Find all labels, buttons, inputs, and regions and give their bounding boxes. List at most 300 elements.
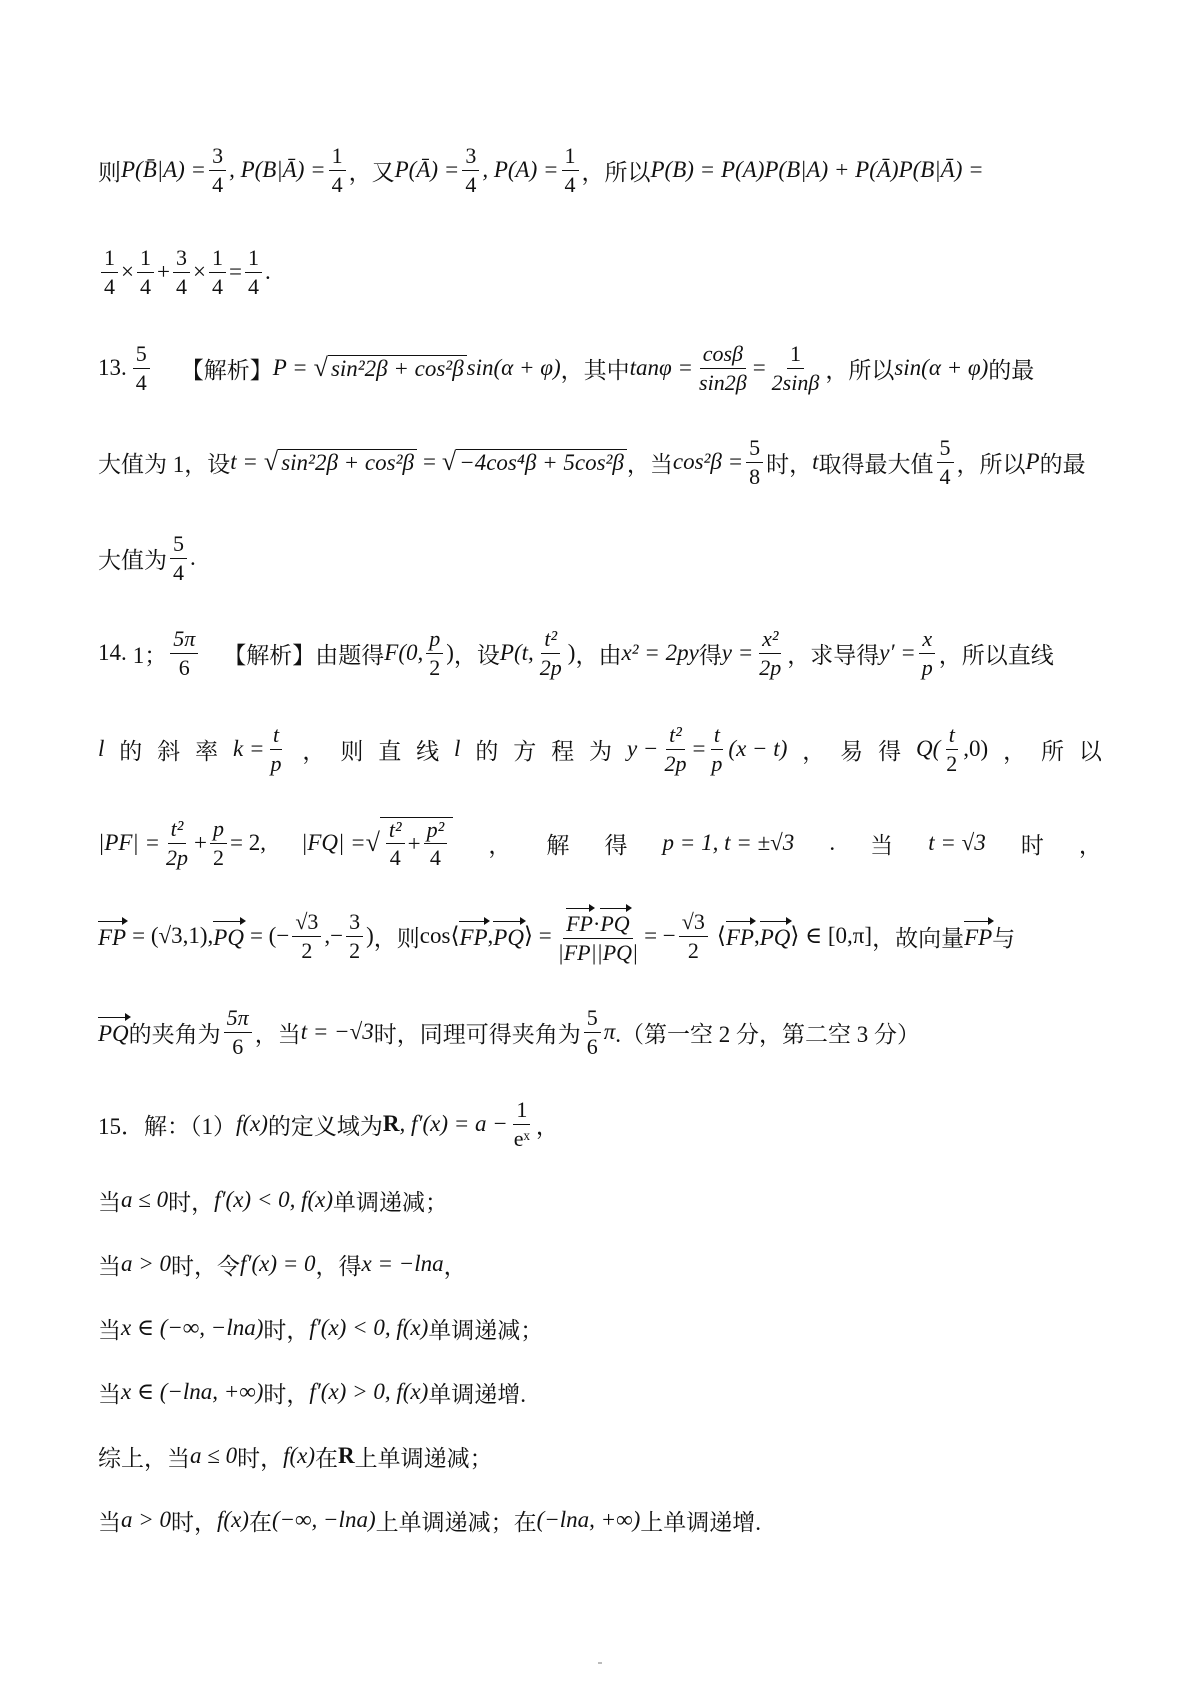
numerator: t² — [541, 627, 560, 653]
denominator: 4 — [465, 171, 477, 197]
sqrt — [442, 447, 627, 477]
denominator: p — [270, 750, 282, 776]
text: 的定义域为 — [267, 1113, 383, 1139]
expr: P(B) = P(A)P(B|A) + P(Ā)P(B|Ā) = — [650, 157, 984, 182]
dot-operator: · — [592, 911, 601, 937]
numerator: p — [210, 817, 227, 843]
radicand: sin²2β + cos²β — [278, 449, 417, 476]
vector: FP — [964, 921, 992, 951]
denominator: 4 — [104, 273, 115, 299]
word: 直 — [378, 738, 402, 764]
fraction — [137, 246, 154, 297]
word: ， — [1003, 738, 1027, 764]
expr: , — [487, 923, 494, 948]
word: 以 — [1078, 738, 1102, 764]
expr: sin(α + φ) — [466, 355, 561, 380]
line-13 — [98, 1244, 1102, 1284]
numerator: 3 — [173, 246, 190, 272]
word: 解 — [546, 832, 570, 858]
word: 的 — [119, 738, 143, 764]
numerator: √3 — [292, 910, 321, 936]
answer-fraction — [170, 627, 198, 678]
fraction — [346, 910, 363, 961]
text: 由题得 — [315, 642, 385, 668]
numerator: 5 — [170, 532, 187, 558]
expr: P(Ā) = — [394, 157, 460, 182]
fraction — [537, 627, 565, 678]
analysis-tag: 【解析】 — [180, 357, 273, 383]
text: 当 — [98, 1253, 121, 1279]
numerator: x — [919, 627, 935, 653]
expr: (−lna, +∞) — [536, 1507, 641, 1532]
operator: × — [121, 259, 134, 284]
expr: tanφ = — [629, 355, 694, 380]
denominator: 4 — [331, 171, 343, 197]
text: 当 — [98, 1381, 121, 1407]
text: 当 — [98, 1189, 121, 1215]
word: . — [829, 830, 836, 855]
text: 时， — [237, 1445, 284, 1471]
text: 取得最大值 — [818, 451, 934, 477]
word: 线 — [416, 738, 440, 764]
expr: a > 0 — [121, 1507, 172, 1532]
vector: PQ — [213, 921, 244, 951]
radicand: −4cos⁴β + 5cos²β — [456, 449, 627, 476]
text: ，求导得 — [787, 642, 880, 668]
numerator: 3 — [346, 910, 363, 936]
expr: f′(x) > 0, f(x) — [309, 1379, 429, 1404]
expr: x² = 2py — [621, 640, 699, 665]
numerator: t² — [168, 817, 187, 843]
fraction — [661, 723, 689, 774]
denominator: 4 — [429, 845, 441, 870]
fraction — [292, 910, 321, 961]
radical-sign: √ — [313, 353, 328, 382]
text: 上单调递减；在 — [375, 1509, 537, 1535]
expr: , P(A) = — [482, 157, 559, 182]
text: 则 — [98, 159, 121, 185]
denominator: 6 — [232, 1033, 244, 1059]
expr: P(B̄|A) = — [121, 157, 207, 182]
reals-symbol: R — [382, 1111, 400, 1136]
fraction — [756, 627, 784, 678]
numerator: t — [270, 723, 282, 749]
expr: x ∈ (−lna, +∞) — [121, 1379, 264, 1404]
expr: = (√3,1), — [132, 923, 214, 948]
text: 上单调递增. — [640, 1509, 762, 1535]
numerator: x² — [759, 627, 781, 653]
text: 单调递减； — [428, 1317, 544, 1343]
denominator: 6 — [178, 654, 190, 680]
denominator: 2p — [539, 654, 562, 680]
fraction — [268, 723, 285, 774]
fraction — [329, 144, 346, 195]
numerator: 1 — [787, 342, 804, 368]
operator: = — [228, 259, 242, 284]
fraction — [746, 436, 763, 487]
expr: , — [753, 923, 760, 948]
denominator: 2 — [349, 937, 361, 963]
denominator: 2sinβ — [771, 369, 820, 395]
vector: PQ — [600, 908, 629, 935]
fraction — [555, 908, 641, 963]
text: 时， — [766, 451, 813, 477]
numerator: 1 — [562, 144, 579, 170]
expr: f(x) — [283, 1443, 316, 1468]
vector: PQ — [760, 921, 791, 951]
numerator: t — [946, 723, 958, 749]
operator: + — [156, 259, 170, 284]
expr: P = — [272, 355, 308, 380]
word: 斜 — [157, 738, 181, 764]
text: ，又 — [348, 159, 395, 185]
numerator: 5π — [170, 627, 198, 653]
word: ， — [802, 738, 826, 764]
expr: y = — [721, 640, 754, 665]
line-5 — [98, 530, 1102, 586]
numerator: 1 — [245, 246, 262, 272]
denominator: 2p — [166, 844, 189, 870]
expr: , P(B|Ā) = — [229, 157, 326, 182]
fraction — [562, 144, 579, 195]
numerator: 5 — [133, 342, 150, 368]
expr: a ≤ 0 — [190, 1443, 238, 1468]
text: 上单调递减； — [354, 1445, 493, 1471]
denominator: |FP||PQ| — [557, 939, 639, 965]
expr: π — [603, 1019, 616, 1044]
word: 程 — [551, 738, 575, 764]
fraction — [462, 144, 479, 195]
expr: t = √3 — [928, 830, 986, 855]
word: 所 — [1041, 738, 1064, 764]
expr: f′(x) < 0, f(x) — [214, 1187, 334, 1212]
line-16 — [98, 1436, 1102, 1476]
line-12 — [98, 1180, 1102, 1220]
numerator: t² — [386, 818, 405, 844]
expr: (x − t) — [728, 736, 788, 761]
denominator: 4 — [211, 273, 223, 299]
denominator: 2p — [664, 750, 687, 776]
text: ，所以 — [581, 159, 651, 185]
word: 方 — [513, 738, 537, 764]
numerator: 5π — [224, 1006, 252, 1032]
text: 15．解：（1） — [98, 1113, 236, 1139]
expr: cos⟨ — [419, 923, 460, 948]
fraction — [511, 1098, 533, 1149]
expr: k = — [233, 736, 265, 761]
text: . — [190, 545, 196, 570]
text: 综上，当 — [98, 1445, 190, 1471]
line-9 — [98, 898, 1102, 974]
expr: P(t, — [499, 640, 534, 665]
text: 的最 — [1039, 451, 1086, 477]
line-7 — [98, 716, 1102, 782]
expr: f′(x) = 0 — [240, 1251, 316, 1276]
question-number: 13. — [98, 355, 127, 380]
text: ，所以直线 — [938, 642, 1054, 668]
expr: f(x) — [236, 1111, 268, 1136]
radicand: sin²2β + cos²β — [328, 355, 467, 382]
answer-1: 1； — [132, 642, 168, 668]
text: 当 — [98, 1317, 121, 1343]
expr: ) — [446, 640, 454, 665]
expr: p = 1, t = ±√3 — [662, 830, 795, 855]
vector: FP — [726, 921, 754, 951]
word: ， — [488, 832, 512, 858]
expr: ⟨ — [716, 923, 726, 948]
word: ， — [1078, 832, 1102, 858]
word: 得 — [878, 738, 902, 764]
expr: (−∞, −lna) — [271, 1507, 376, 1532]
expr: + — [194, 830, 207, 855]
text: ，设 — [453, 642, 500, 668]
radical-sign: √ — [441, 447, 457, 476]
numerator: t² — [666, 723, 685, 749]
denominator: 2 — [946, 750, 958, 776]
radical-sign: √ — [365, 828, 380, 857]
text: 的夹角为 — [128, 1021, 221, 1047]
fraction — [101, 246, 118, 297]
denominator: 2 — [301, 937, 313, 963]
expr: t — [812, 449, 819, 474]
text: ，得 — [315, 1253, 362, 1279]
denominator: 2 — [213, 844, 224, 870]
expr: x ∈ (−∞, −lna) — [121, 1315, 264, 1340]
expr: F(0, — [384, 640, 424, 665]
text: .（第一空 2 分，第二空 3 分） — [615, 1021, 921, 1047]
numerator: 5 — [584, 1006, 601, 1032]
expr: t = — [230, 449, 258, 474]
fraction — [679, 910, 708, 961]
numerator: p — [426, 627, 443, 653]
line-15 — [98, 1372, 1102, 1412]
text: 大值为 — [98, 547, 167, 573]
denominator: 4 — [173, 559, 184, 585]
word: 率 — [195, 738, 219, 764]
expr: Q( — [915, 736, 941, 761]
numerator: 1 — [101, 246, 118, 272]
expr: ) — [366, 923, 374, 948]
line-8 — [98, 810, 1102, 876]
fraction — [708, 723, 725, 774]
text: 在 — [248, 1509, 272, 1535]
line-17 — [98, 1500, 1102, 1540]
denominator: 4 — [247, 273, 259, 299]
text: 得 — [698, 642, 722, 668]
denominator: 6 — [586, 1033, 598, 1059]
operator: = — [422, 449, 436, 474]
numerator — [563, 908, 633, 938]
numerator: √3 — [679, 910, 708, 936]
expr: ,0) — [963, 736, 989, 761]
expr: f(x) — [217, 1507, 249, 1532]
numerator: 3 — [462, 144, 479, 170]
word: l — [454, 736, 461, 761]
text: 在 — [315, 1445, 339, 1471]
reals-symbol: R — [338, 1443, 355, 1468]
text: 时， — [263, 1317, 310, 1343]
denominator: 4 — [139, 273, 151, 299]
question-number: 14. — [98, 640, 127, 665]
expr: a > 0 — [121, 1251, 172, 1276]
numerator: 1 — [513, 1098, 530, 1124]
expr: = (− — [249, 923, 290, 948]
expr: ⟩ = — [523, 923, 552, 948]
word: 时 — [1020, 832, 1044, 858]
fraction — [919, 627, 936, 678]
radicand — [380, 817, 453, 869]
expr: ) — [567, 640, 576, 665]
denominator: 4 — [175, 273, 187, 299]
sqrt — [264, 447, 417, 477]
line-10 — [98, 1002, 1102, 1062]
footer-mark — [598, 1662, 602, 1664]
denominator: 4 — [564, 171, 576, 197]
expr: t = −√3 — [300, 1019, 374, 1044]
line-4 — [98, 432, 1102, 492]
numerator: cosβ — [700, 342, 746, 368]
word: 易 — [840, 738, 864, 764]
text: 时， — [263, 1381, 310, 1407]
fraction — [170, 532, 187, 583]
fraction — [937, 436, 954, 487]
text: ，其中 — [560, 357, 630, 383]
analysis-tag: 【解析】 — [223, 642, 316, 668]
word: 的 — [475, 738, 499, 764]
sqrt — [314, 353, 467, 383]
text: 当 — [98, 1509, 121, 1535]
line-6 — [98, 620, 1102, 686]
denominator: 4 — [939, 463, 951, 489]
word: 为 — [589, 738, 613, 764]
line-3 — [98, 338, 1102, 398]
text: 时， — [168, 1189, 215, 1215]
line-14 — [98, 1308, 1102, 1348]
text: ，由 — [575, 642, 622, 668]
numerator: 5 — [746, 436, 763, 462]
numerator: p² — [424, 818, 448, 844]
text: 大值为 1，设 — [98, 451, 231, 477]
fraction — [209, 144, 226, 195]
text: ，当 — [626, 451, 673, 477]
text: 单调递增. — [428, 1381, 527, 1407]
text: 的最 — [988, 357, 1035, 383]
expr: , f′(x) = a − — [399, 1111, 508, 1136]
denominator: 4 — [389, 845, 401, 870]
text: ，所以 — [956, 451, 1026, 477]
fraction — [943, 723, 960, 774]
fraction — [386, 818, 405, 869]
radical-sign: √ — [263, 447, 279, 476]
text: 时， — [171, 1509, 218, 1535]
text: 单调递减； — [333, 1189, 449, 1215]
expr: y′ = — [879, 640, 916, 665]
expr: f′(x) < 0, f(x) — [309, 1315, 429, 1340]
vector: FP — [459, 921, 487, 951]
numerator: 1 — [329, 144, 346, 170]
fraction — [769, 342, 823, 393]
numerator: 5 — [937, 436, 954, 462]
expr: x = −lna — [361, 1251, 444, 1276]
numerator: t — [711, 723, 723, 749]
text: ，故向量 — [872, 925, 965, 951]
text: . — [264, 259, 271, 284]
vector: FP — [98, 921, 126, 951]
expr: cos²β = — [672, 449, 744, 474]
text: ， — [443, 1253, 467, 1279]
expr: sin(α + φ) — [894, 355, 989, 380]
text: ，则 — [373, 925, 420, 951]
sqrt — [366, 817, 454, 869]
expr: ⟩ ∈ [0,π] — [790, 923, 873, 948]
text: 时，令 — [171, 1253, 241, 1279]
denominator: p — [921, 654, 933, 680]
text: ，当 — [254, 1021, 301, 1047]
denominator: 4 — [212, 171, 224, 197]
fraction — [584, 1006, 601, 1057]
text: 时，同理可得夹角为 — [373, 1021, 581, 1047]
numerator: 3 — [209, 144, 226, 170]
text: 与 — [992, 925, 1016, 951]
vector: PQ — [493, 921, 524, 951]
text: ，所以 — [825, 357, 895, 383]
expr: |FQ| = — [301, 830, 366, 855]
fraction — [224, 1006, 252, 1057]
expr: ,− — [324, 923, 344, 948]
fraction — [424, 818, 448, 869]
expr: P — [1025, 449, 1040, 474]
fraction — [209, 246, 226, 297]
expr: + — [407, 830, 421, 856]
fraction — [163, 817, 191, 868]
fraction — [173, 246, 190, 297]
fraction — [426, 627, 443, 678]
text: ， — [535, 1113, 559, 1139]
denominator: 2 — [687, 937, 699, 963]
vector: FP — [566, 908, 593, 935]
numerator: 1 — [209, 246, 226, 272]
line-1 — [98, 142, 1102, 198]
expr: = − — [644, 923, 676, 948]
fraction — [210, 817, 227, 868]
vector: PQ — [98, 1017, 129, 1047]
line-11 — [98, 1096, 1102, 1152]
answer-fraction — [133, 342, 150, 393]
expr: y − — [626, 736, 659, 761]
denominator: sin2β — [699, 369, 747, 395]
word: ， — [302, 738, 326, 764]
denominator: 2p — [759, 654, 782, 680]
expr: a ≤ 0 — [121, 1187, 169, 1212]
expr: |PF| = — [98, 830, 161, 855]
expr: = — [692, 736, 706, 761]
word: 则 — [340, 738, 364, 764]
denominator: 2 — [429, 654, 441, 680]
fraction — [245, 246, 262, 297]
numerator: 1 — [137, 246, 154, 272]
denominator: eˣ — [513, 1125, 530, 1151]
denominator: 4 — [135, 369, 147, 395]
line-2 — [98, 244, 1102, 300]
word: 当 — [870, 832, 894, 858]
denominator: p — [711, 750, 723, 776]
word: 得 — [604, 832, 628, 858]
operator: × — [192, 259, 206, 284]
operator: = — [752, 355, 766, 380]
denominator: 8 — [749, 463, 761, 489]
word: l — [98, 736, 105, 761]
expr: = 2, — [230, 830, 266, 855]
